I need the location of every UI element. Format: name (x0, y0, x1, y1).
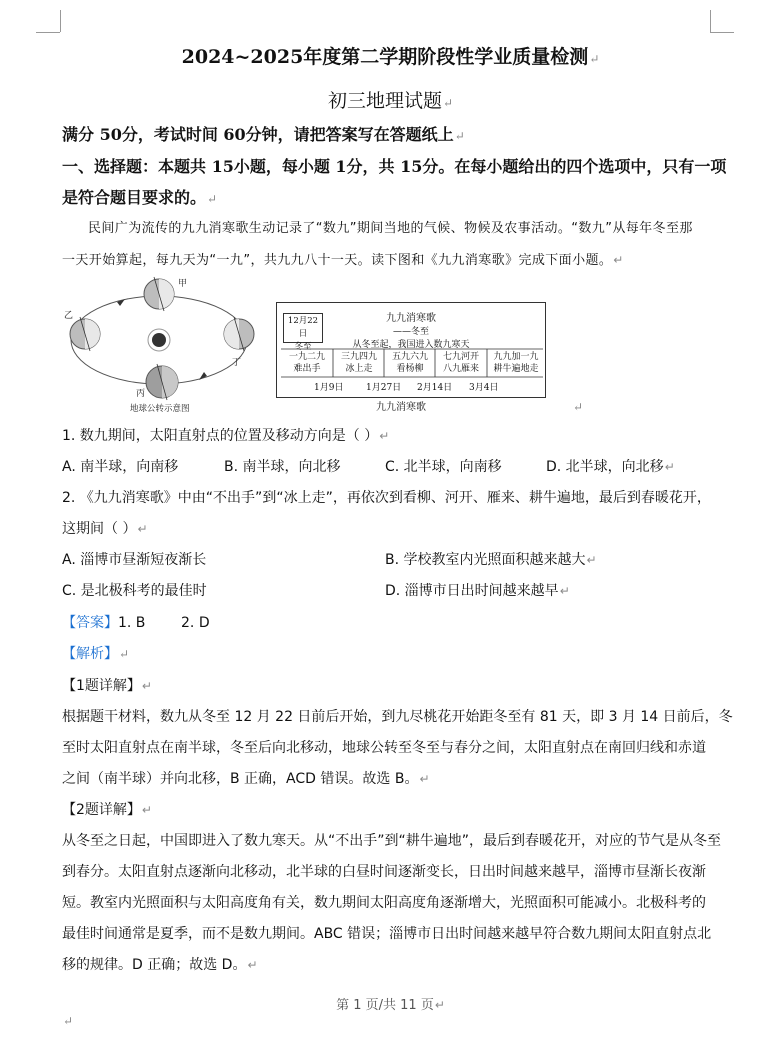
q2-option-d: D. 淄博市日出时间越来越早↵ (385, 583, 570, 599)
crop-mark (710, 10, 711, 32)
exam-title: 2024~2025年度第二学期阶段性学业质量检测↵ (181, 46, 600, 68)
date-box-line2: 冬至 (294, 342, 312, 352)
q2-option-c: C. 是北极科考的最佳时 (62, 583, 207, 599)
detail1-line: 之间（南半球）并向北移，B 正确，ACD 错误。故选 B。↵ (62, 771, 430, 787)
q1-option-c: C. 北半球，向南移 (385, 459, 502, 475)
song-table (276, 302, 546, 398)
detail2-heading: 【2题详解】↵ (62, 802, 152, 818)
detail2-line: 移的规律。D 正确；故选 D。↵ (62, 957, 258, 973)
song-tick: 3月4日 (469, 383, 499, 393)
song-subtitle2: 从冬至起，我国进入数九寒天 (352, 340, 470, 350)
answer-text: 1. B 2. D (118, 615, 210, 631)
crop-mark (710, 32, 734, 33)
section-heading-line1: 一、选择题：本题共 15小题，每小题 1分，共 15分。在每小题给出的四个选项中，只有一项 (62, 157, 727, 176)
song-cell: 九九加一九 耕牛遍地走 (493, 352, 539, 374)
orbit-caption: 地球公转示意图 (130, 404, 190, 414)
exam-subtitle: 初三地理试题↵ (327, 90, 454, 112)
q1-option-d: D. 北半球，向北移↵ (546, 459, 675, 475)
song-caption: 九九消寒歌 (376, 402, 426, 413)
intro-line1: 民间广为流传的九九消寒歌生动记录了“数九”期间当地的气候、物候及农事活动。“数九”从每年冬至那 (88, 221, 693, 236)
q1-option-a: A. 南半球，向南移 (62, 459, 179, 475)
detail2-line: 从冬至之日起，中国即进入了数九寒天。从“不出手”到“耕牛遍地”，最后到春暖花开，对应的节气是从冬至 (62, 833, 722, 849)
song-tick: 2月14日 (417, 383, 453, 393)
page-footer: 第 1 页/共 11 页↵ (336, 998, 445, 1013)
song-cell: 三九四九 冰上走 (340, 352, 377, 374)
song-cell: 一九二九 难出手 (288, 352, 325, 374)
exam-note: 满分 50分，考试时间 60分钟，请把答案写在答题纸上↵ (62, 125, 465, 144)
label-jia: 甲 (178, 279, 188, 289)
answer-line (62, 612, 210, 632)
q1-stem: 1. 数九期间，太阳直射点的位置及移动方向是（ ）↵ (62, 428, 390, 444)
label-bing: 丙 (136, 389, 146, 399)
answer-tag: 【答案】 (62, 615, 118, 631)
earth-orbit-diagram (62, 272, 272, 414)
label-ding: 丁 (232, 358, 242, 368)
detail2-line: 短。教室内光照面积与太阳高度角有关，数九期间太阳高度角逐渐增大，光照面积可能减小。北极科考的 (62, 895, 706, 911)
q2-option-b: B. 学校教室内光照面积越来越大↵ (385, 552, 597, 568)
song-cell: 七九河开 八九雁来 (442, 352, 479, 374)
date-box-line1: 12月22日 (287, 316, 319, 339)
q2-option-a: A. 淄博市昼渐短夜渐长 (62, 552, 207, 568)
song-tick: 1月27日 (366, 383, 402, 393)
crop-mark (60, 10, 61, 32)
detail2-line: 最佳时间通常是夏季，而不是数九期间。ABC 错误；淄博市日出时间越来越早符合数九期间太阳直射点北 (62, 926, 712, 942)
song-tick: 1月9日 (314, 383, 344, 393)
crop-mark (36, 32, 60, 33)
detail2-line: 到春分。太阳直射点逐渐向北移动，北半球的白昼时间逐渐变长，日出时间越来越早，淄博市昼渐长夜渐 (62, 864, 706, 880)
analysis-tag: 【解析】 (62, 646, 118, 662)
song-cell: 五九六九 看杨柳 (391, 352, 428, 374)
song-subtitle: ——冬至 (392, 327, 429, 337)
detail1-line: 根据题干材料，数九从冬至 12 月 22 日前后开始，到九尽桃花开始距冬至有 81 天，即 3 月 14 日前后，冬 (62, 709, 733, 725)
detail1-line: 至时太阳直射点在南半球，冬至后向北移动，地球公转至冬至与春分之间，太阳直射点在南回归线和赤道 (62, 740, 706, 756)
label-yi: 乙 (64, 311, 74, 321)
paragraph-mark: ↵ (63, 1014, 74, 1028)
intro-line2: 一天开始算起，每九天为“一九”，共九九八十一天。读下图和《九九消寒歌》完成下面小题。↵ (62, 253, 624, 268)
q2-stem-line2: 这期间（ ）↵ (62, 521, 148, 537)
detail1-heading: 【1题详解】↵ (62, 678, 152, 694)
q1-option-b: B. 南半球，向北移 (224, 459, 341, 475)
paragraph-mark: ↵ (573, 400, 584, 414)
section-heading-line2: 是符合题目要求的。↵ (62, 188, 218, 207)
song-title: 九九消寒歌 (386, 313, 436, 324)
analysis-line: 【解析】↵ (62, 646, 130, 662)
q2-stem-line1: 2. 《九九消寒歌》中由“不出手”到“冰上走”，再依次到看柳、河开、雁来、耕牛遍地，最后到春暖花开， (62, 490, 711, 506)
